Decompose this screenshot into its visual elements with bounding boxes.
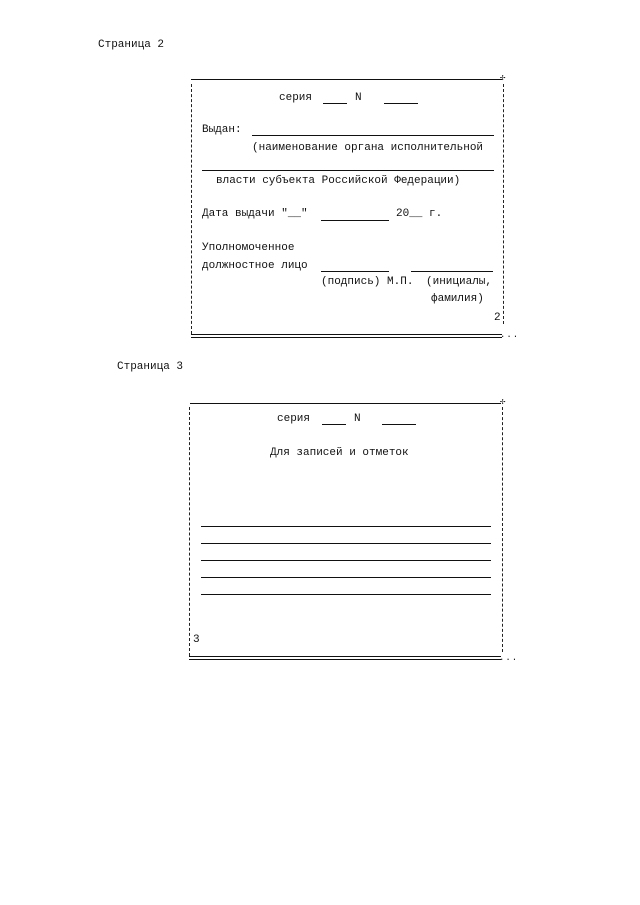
page2-top-border xyxy=(191,79,502,80)
page2-initials-hint-1: (инициалы, xyxy=(426,276,493,288)
page3-left-border xyxy=(189,407,190,656)
page2-page-number: 2 xyxy=(494,312,501,324)
page3-seria-label: серия xyxy=(277,413,311,425)
page2-number-field xyxy=(384,103,418,104)
page2-seria-label: серия xyxy=(279,92,313,104)
page3-notes-line xyxy=(201,577,491,578)
page3-right-border xyxy=(502,407,503,652)
page2-issued-field xyxy=(252,135,494,136)
page3-caption: Страница 3 xyxy=(117,361,184,373)
page3-seria-field xyxy=(322,424,346,425)
page3-notes-line xyxy=(201,543,491,544)
page2-official-line-1: Уполномоченное xyxy=(202,242,295,254)
page3-corner-mark: ✢ xyxy=(500,397,506,407)
page2-number-sign: N xyxy=(355,92,362,104)
page2-bottom-border xyxy=(191,334,502,335)
page2-year-label: 20__ г. xyxy=(396,208,443,220)
page2-issued-label: Выдан: xyxy=(202,124,242,136)
page2-bottom-border-inner xyxy=(191,337,502,338)
page2-seria-field xyxy=(323,103,347,104)
page2-org-hint-1: (наименование органа исполнительной xyxy=(252,142,484,154)
page2-official-line-2: должностное лицо xyxy=(202,260,308,272)
page3-bottom-dots: ··· xyxy=(499,655,519,665)
page2-org-field xyxy=(202,170,494,171)
page2-initials-hint-2: фамилия) xyxy=(431,293,484,305)
page3-notes-heading: Для записей и отметок xyxy=(270,447,409,459)
page3-page-number: 3 xyxy=(193,634,200,646)
page2-bottom-dots: ··· xyxy=(500,332,520,342)
page3-notes-line xyxy=(201,560,491,561)
page2-org-hint-2: власти субъекта Российской Федерации) xyxy=(216,175,461,187)
page2-left-border xyxy=(191,84,192,334)
page3-bottom-border xyxy=(189,656,501,657)
page2-date-month-field xyxy=(321,220,389,221)
page2-signature-field xyxy=(321,271,389,272)
page2-date-label: Дата выдачи "__" xyxy=(202,208,308,220)
page3-number-sign: N xyxy=(354,413,361,425)
page3-notes-line xyxy=(201,526,491,527)
page2-caption: Страница 2 xyxy=(98,39,165,51)
page2-signature-hint: (подпись) М.П. xyxy=(321,276,414,288)
page2-initials-field xyxy=(411,271,493,272)
page3-top-border xyxy=(190,403,501,404)
page3-number-field xyxy=(382,424,416,425)
page2-right-border xyxy=(503,84,504,324)
page3-notes-line xyxy=(201,594,491,595)
page3-bottom-border-inner xyxy=(189,659,501,660)
page2-corner-mark: ✢ xyxy=(500,73,506,83)
